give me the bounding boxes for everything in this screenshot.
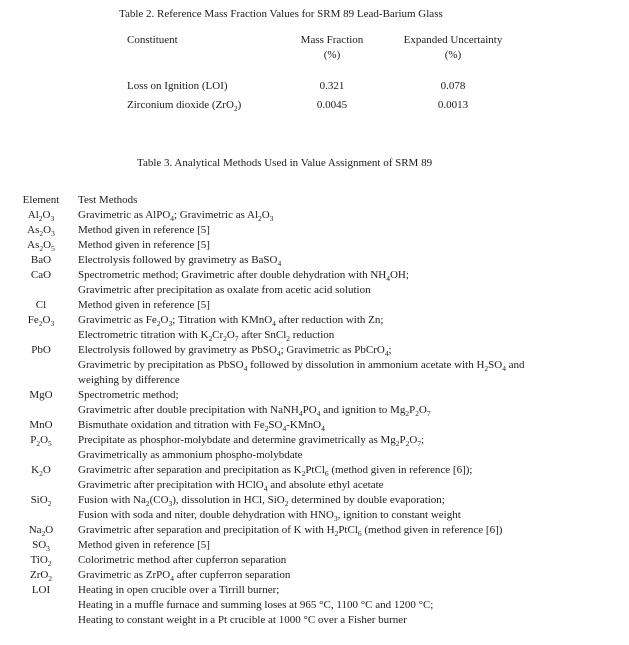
table3-row <box>8 343 624 388</box>
mass-fraction-cell: 0.321 <box>319 80 345 92</box>
element-cell: SiO$_2$ <box>30 494 52 509</box>
table3-row <box>8 568 624 583</box>
table2-expanded-uncertainty-unit: (%) <box>444 49 462 61</box>
method-line: Fusion with soda and niter, double dehydration with $HNO_3$, ignition to constant weight <box>78 509 461 524</box>
table2 <box>127 33 519 115</box>
uncertainty-cell: 0.078 <box>440 80 466 92</box>
method-line: Spectrometric method; Gravimetric after double dehydration with $NH_4OH$; <box>78 269 409 284</box>
method-line: Precipitate as phosphor-molybdate and determine gravimetrically as $Mg_2P_2O_7$; <box>78 434 425 449</box>
method-line: Method given in reference [5] <box>78 299 210 311</box>
table3-row <box>8 433 624 463</box>
table3-row <box>8 388 624 418</box>
element-cell: TiO$_2$ <box>30 554 52 569</box>
methods-cell <box>78 298 624 313</box>
table3-row <box>8 223 624 238</box>
method-line: Heating in open crucible over a Tirrill burner; <box>78 584 280 596</box>
element-cell: CaO <box>30 269 52 281</box>
methods-cell <box>78 388 624 418</box>
table3-row <box>8 298 624 313</box>
table3-header-row <box>8 193 624 208</box>
method-line: Spectrometric method; <box>78 389 179 401</box>
table2-row <box>127 77 519 96</box>
method-line: Colorimetric method after cupferron separation <box>78 554 287 566</box>
table3-title: Table 3. Analytical Methods Used in Value Assignment of SRM 89 <box>137 157 433 169</box>
method-line: Gravimetric by precipitation as PbSO$_4$ followed by dissolution in ammonium acetate with $H_2SO_4$ and <box>78 359 525 374</box>
method-line: Method given in reference [5] <box>78 539 210 551</box>
table2-col-header-constituent: Constituent <box>127 34 178 46</box>
method-line: Method given in reference [5] <box>78 224 210 236</box>
methods-cell <box>78 208 624 223</box>
uncertainty-cell: 0.0013 <box>437 99 469 111</box>
method-line: Electrolysis followed by gravimetry as BaSO$_4$ <box>78 254 282 269</box>
methods-cell <box>78 223 624 238</box>
method-line: Method given in reference [5] <box>78 239 210 251</box>
table2-body <box>127 77 519 115</box>
methods-cell <box>78 238 624 253</box>
element-cell: $Fe_2O_3$ <box>27 314 55 329</box>
element-cell: MnO <box>29 419 53 431</box>
method-line: Electrometric titration with $K_2Cr_2O_7$ after SnCl$_2$ reduction <box>78 329 335 344</box>
table3-row <box>8 583 624 628</box>
methods-cell <box>78 538 624 553</box>
method-line: Gravimetric after separation and precipitation as $K_2PtCl_6$ (method given in reference [6]); <box>78 464 473 479</box>
methods-cell <box>78 433 624 463</box>
methods-cell <box>78 418 624 433</box>
constituent-cell: Loss on Ignition (LOI) <box>127 80 228 92</box>
table3-row <box>8 538 624 553</box>
method-line: Gravimetric after precipitation as oxalate from acetic acid solution <box>78 284 371 296</box>
method-line: weighing by difference <box>78 374 180 386</box>
method-line: Gravimetric as ZrPO$_4$ after cupferron separation <box>78 569 291 584</box>
method-line: Gravimetric after separation and precipitation of K with $H_2PtCl_6$ (method given in reference [6]) <box>78 524 503 539</box>
method-line: Bismuthate oxidation and titration with $Fe_2SO_4-KMnO_4$ <box>78 419 325 434</box>
table3-col-header-test-methods: Test Methods <box>78 194 138 206</box>
methods-cell <box>78 253 624 268</box>
method-line: Gravimetric as $Fe_2O_3$; Titration with KMnO$_4$ after reduction with Zn; <box>78 314 384 329</box>
table2-header-body-gap <box>127 63 519 77</box>
method-line: Gravimetric after precipitation with HClO$_4$ and absolute ethyl acetate <box>78 479 384 494</box>
methods-cell <box>78 268 624 298</box>
table3-row <box>8 463 624 493</box>
element-cell: $K_2O$ <box>31 464 51 479</box>
table3-row <box>8 268 624 298</box>
method-line: Gravimetric after double precipitation with $NaNH_4PO_4$ and ignition to $Mg_2P_2O_7$ <box>78 404 431 419</box>
table3-row <box>8 253 624 268</box>
table3-row <box>8 208 624 223</box>
element-cell: LOI <box>31 584 51 596</box>
methods-cell <box>78 463 624 493</box>
method-line: Fusion with $Na_2(CO_3)$, dissolution in HCl, SiO$_2$ determined by double evaporation; <box>78 494 445 509</box>
table2-unit-spacer <box>127 48 277 63</box>
element-cell: MgO <box>29 389 53 401</box>
table3-row <box>8 553 624 568</box>
methods-cell <box>78 553 624 568</box>
methods-cell <box>78 313 624 343</box>
table3-row <box>8 523 624 538</box>
method-line: Electrolysis followed by gravimetry as PbSO$_4$; Gravimetric as PbCrO$_4$; <box>78 344 392 359</box>
element-cell: $SO_3$ <box>32 539 50 554</box>
table2-col-header-mass-fraction: Mass Fraction <box>300 34 364 46</box>
method-line: Gravimetric as AlPO$_4$; Gravimetric as $Al_2O_3$ <box>78 209 274 224</box>
element-cell: $As_2O_5$ <box>27 239 55 254</box>
table2-header-units-row <box>127 48 519 63</box>
element-cell: $Na_2O$ <box>28 524 54 539</box>
table2-row <box>127 96 519 115</box>
method-line: Gravimetrically as ammonium phospho-molybdate <box>78 449 303 461</box>
methods-cell <box>78 568 624 583</box>
table3-row <box>8 418 624 433</box>
table3-row <box>8 238 624 253</box>
element-cell: ZrO$_2$ <box>29 569 53 584</box>
element-cell: $Al_2O_3$ <box>27 209 55 224</box>
table3 <box>8 193 624 628</box>
method-line: Heating in a muffle furnace and summing loses at 965 °C, 1100 °C and 1200 °C; <box>78 599 434 611</box>
element-cell: PbO <box>31 344 51 356</box>
table3-body <box>8 208 624 628</box>
element-cell: BaO <box>30 254 52 266</box>
constituent-cell: Zirconium dioxide (ZrO$_2$) <box>127 99 242 114</box>
table2-col-header-expanded-uncertainty: Expanded Uncertainty <box>403 34 503 46</box>
methods-cell <box>78 583 624 628</box>
table2-header-row <box>127 33 519 48</box>
mass-fraction-cell: 0.0045 <box>316 99 348 111</box>
methods-cell <box>78 343 624 388</box>
element-cell: Cl <box>35 299 47 311</box>
table2-mass-fraction-unit: (%) <box>323 49 341 61</box>
method-line: Heating to constant weight in a Pt crucible at 1000 °C over a Fisher burner <box>78 614 407 626</box>
methods-cell <box>78 523 624 538</box>
element-cell: $As_2O_3$ <box>27 224 55 239</box>
methods-cell <box>78 493 624 523</box>
element-cell: $P_2O_5$ <box>30 434 52 449</box>
table3-row <box>8 313 624 343</box>
table3-col-header-element: Element <box>22 194 60 206</box>
table3-row <box>8 493 624 523</box>
table2-title: Table 2. Reference Mass Fraction Values for SRM 89 Lead-Barium Glass <box>119 8 443 20</box>
